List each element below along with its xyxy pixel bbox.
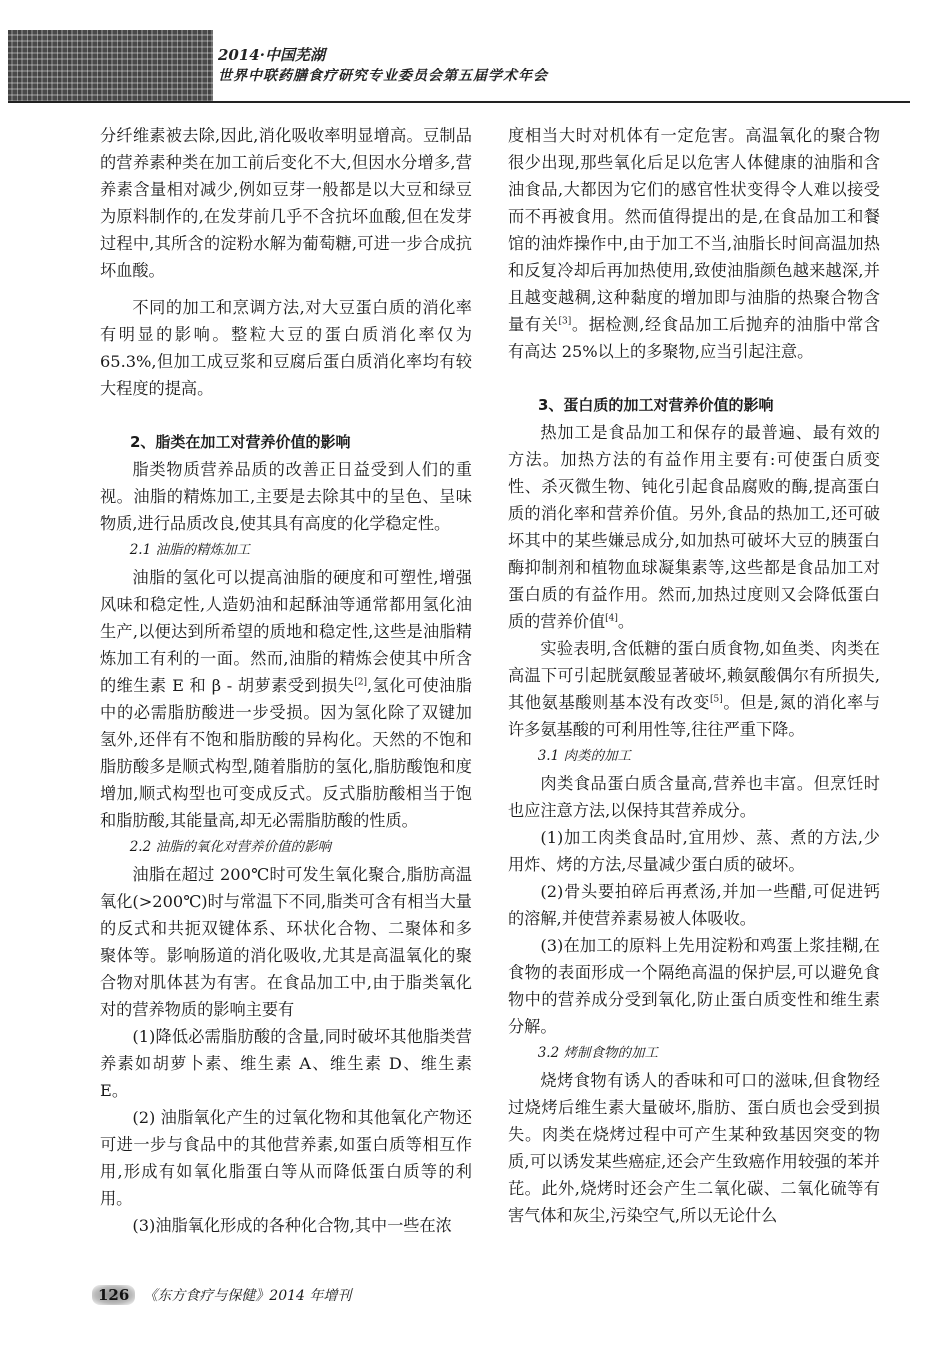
subsection-heading-2-1: 2.1 油脂的精炼加工 — [129, 542, 250, 558]
list-item: (2)骨头要拍碎后再煮汤,并加一些醋,可促进钙的溶解,并使营养素易被人体吸收。 — [508, 882, 880, 928]
journal-name: 《东方食疗与保健》2014 年增刊 — [143, 1288, 352, 1304]
paragraph: 不同的加工和烹调方法,对大豆蛋白质的消化率有明显的影响。整粒大豆的蛋白质消化率仅为65.3%,但加工成豆浆和豆腐后蛋白质消化率均有较大程度的提高。 — [100, 298, 472, 398]
section-heading-3: 3、蛋白质的加工对营养价值的影响 — [538, 396, 774, 414]
section-heading-2: 2、脂类在加工对营养价值的影响 — [130, 433, 351, 451]
paragraph: 烧烤食物有诱人的香味和可口的滋味,但食物经过烧烤后维生素大量破坏,脂肪、蛋白质也会受到损失。肉类在烧烤过程中可产生某种致基因突变的物质,可以诱发某些癌症,还会产生致癌作用较强的苯并芘。此外,烧烤时还会产生二氧化碳、二氧化硫等有害气体和灰尘,污染空气,所以无论什么 — [508, 1071, 880, 1225]
list-item: (2) 油脂氧化产生的过氧化物和其他氧化产物还可进一步与食品中的其他营养素,如蛋白质等相互作用,形成有如氧化脂蛋白等从而降低蛋白质等的利用。 — [100, 1108, 472, 1208]
paragraph: 度相当大时对机体有一定危害。高温氧化的聚合物很少出现,那些氧化后足以危害人体健康的油脂和含油食品,大都因为它们的感官性状变得令人难以接受而不再被食用。然而值得提出的是,在食品加工和餐馆的油炸操作中,由于加工不当,油脂长时间高温加热和反复冷却后再加热使用,致使油脂颜色越来越深,并且越变越稠,这种黏度的增加即与油脂的热聚合物含量有关[3]。据检测,经食品加工后抛弃的油脂中常含有高达 25%以上的多聚物,应当引起注意。 — [508, 126, 880, 361]
paragraph: 分纤维素被去除,因此,消化吸收率明显增高。豆制品的营养素种类在加工前后变化不大,但因水分增多,营养素含量相对减少,例如豆芽一般都是以大豆和绿豆为原料制作的,在发芽前几乎不含抗坏血酸,但在发芽过程中,其所含的淀粉水解为葡萄糖,可进一步合成抗坏血酸。 — [100, 126, 472, 280]
paragraph: 热加工是食品加工和保存的最普遍、最有效的方法。加热方法的有益作用主要有:可使蛋白质变性、杀灭微生物、钝化引起食品腐败的酶,提高蛋白质的消化率和营养价值。另外,食品的热加工,还可破坏其中的某些嫌忌成分,如加热可破坏大豆的胰蛋白酶抑制剂和植物血球凝集素等,这些都是食品加工对蛋白质的有益作用。然而,加热过度则又会降低蛋白质的营养价值[4]。 — [508, 423, 880, 631]
header-rule — [8, 101, 910, 103]
header-conference-title: 世界中联药膳食疗研究专业委员会第五届学术年会 — [218, 68, 548, 84]
left-column — [100, 122, 472, 1239]
citation: [2] — [354, 677, 368, 688]
header-location: 2014·中国芜湖 — [218, 46, 325, 64]
subsection-heading-2-2: 2.2 油脂的氧化对营养价值的影响 — [129, 839, 331, 855]
paragraph: 油脂的氢化可以提高油脂的硬度和可塑性,增强风味和稳定性,人造奶油和起酥油等通常都用氢化油生产,以便达到所希望的质地和稳定性,这些是油脂精炼加工有利的一面。然而,油脂的精炼会使其中所含的维生素 E 和 β - 胡萝素受到损失[2],氢化可使油脂中的必需脂肪酸进一步受损。因为氢化除了双键加氢外,还伴有不饱和脂肪酸的异构化。天然的不饱和脂肪酸多是顺式构型,随着脂肪的氢化,脂肪酸饱和度增加,顺式构型也可变成反式。反式脂肪酸相当于饱和脂肪酸,其能量高,却无必需脂肪酸的性质。 — [100, 568, 472, 830]
paragraph: 脂类物质营养品质的改善正日益受到人们的重视。油脂的精炼加工,主要是去除其中的呈色、呈味物质,进行品质改良,使其具有高度的化学稳定性。 — [100, 460, 472, 533]
subsection-heading-3-1: 3.1 肉类的加工 — [537, 748, 631, 764]
citation: [3] — [558, 316, 572, 327]
conference-logo — [8, 30, 213, 102]
citation: [5] — [709, 694, 723, 705]
subsection-heading-3-2: 3.2 烤制食物的加工 — [537, 1045, 658, 1061]
list-item: (1)加工肉类食品时,宜用炒、蒸、煮的方法,少用炸、烤的方法,尽量减少蛋白质的破坏。 — [508, 828, 880, 874]
paragraph: 肉类食品蛋白质含量高,营养也丰富。但烹饪时也应注意方法,以保持其营养成分。 — [508, 774, 880, 820]
page-number: 126 — [92, 1285, 135, 1305]
list-item: (3)油脂氧化形成的各种化合物,其中一些在浓 — [132, 1216, 452, 1235]
right-column — [508, 122, 880, 1229]
list-item: (3)在加工的原料上先用淀粉和鸡蛋上浆挂糊,在食物的表面形成一个隔绝高温的保护层,可以避免食物中的营养成分受到氧化,防止蛋白质变性和维生素分解。 — [508, 936, 880, 1036]
page-footer — [92, 1285, 351, 1305]
citation: [4] — [605, 613, 618, 624]
paragraph: 实验表明,含低糖的蛋白质食物,如鱼类、肉类在高温下可引起胱氨酸显著破坏,赖氨酸偶尔有所损失,其他氨基酸则基本没有改变[5]。但是,氮的消化率与许多氨基酸的可利用性等,往往严重下降。 — [508, 639, 881, 739]
paragraph: 油脂在超过 200℃时可发生氧化聚合,脂肪高温氧化(>200℃)时与常温下不同,脂类可含有相当大量的反式和共扼双键体系、环状化合物、二聚体和多聚体等。影响肠道的消化吸收,尤其是高温氧化的聚合物对肌体甚为有害。在食品加工中,由于脂类氧化对的营养物质的影响主要有 — [100, 865, 472, 1019]
list-item: (1)降低必需脂肪酸的含量,同时破坏其他脂类营养素如胡萝卜素、维生素 A、维生素 D、维生素 E。 — [100, 1027, 472, 1100]
